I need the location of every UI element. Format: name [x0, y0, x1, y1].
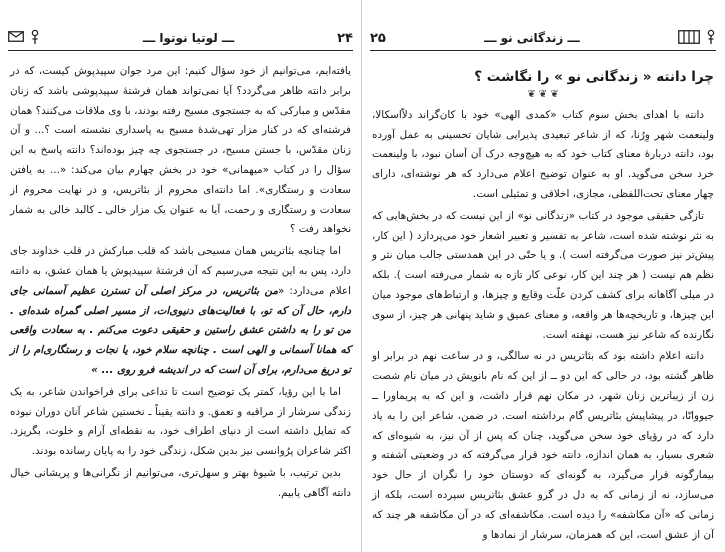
left-header-icons: [8, 29, 40, 48]
quill-ornament-icon: [706, 29, 716, 48]
right-paragraph-3: دانته اعلام داشته بود که بئاتریس در نه سالگی، و در ساعت نهم در برابر او ظاهر گشته بود، در حالی که این دو ــ از این که نام بانویش در میان نام شصت زن از زیباترین زنان شهر، در مکان نهم قرار داشت، و این که به پریماورا ــ جیووانّا، در پیشاپیش بئاتریس گام برداشته است. در ضمن، شاعر این را به یاد دارد که در رؤیای خود سخن می‌گوید، چنان که پس از آن نیز، به شیوه‌ای که شعری بسیار، به همان اندازه، دانته خود قرار می‌گرفته که در وضعیتی آشفته و بیمارگونه قرار می‌گیرد، به گونه‌ای که دوستان خود را نگران از حال خود می‌سازد، نه از زمانی که به دل در گرو عشق بئاتریس سپرده است، بلکه از زمانی که «آن مکاشفه» را دیده است. مکاشفه‌ای که در آن مکاشفه هر چند که آن از عشق است، این که همزمان، سرشار از نمادها و: [372, 350, 714, 541]
left-quote: من بئاتریس، در مرکز اصلی آن تسترن عظیم آسمانی جای دارم، حال آن که تو، با فعالیت‌های دنیوی‌ات، از مسیر اصلی گمراه شده‌ای . من تو را به داشتن عشق راستین و حقیقی دعوت می‌کنم . به سعادت واقعی که همانا آسمانی و الهی است . چنانچه سلام خود، یا نجات و رستگاری‌ام را از تو دریغ می‌دارم، برای آن است که در اندیشه فرو روی ... »: [10, 284, 351, 376]
left-page-header: [8, 26, 353, 51]
chapter-title: چرا دانته « زندگانی نو » را نگاشت ؟: [474, 69, 714, 85]
right-paragraph-2: تازگی حقیقی موجود در کتاب «زندگانی نو» از این نیست که در بخش‌هایی که به نثر نوشته شده است، شاعر به تفسیر و تعبیر اشعار خود می‌پردازد ( این کار، پیش‌تر نیز صورت می‌گرفته است ). و یا حتّی در این همدستی جالب میان نثر و نظم هم نیست ( هر چند این کار، نوعی کار تازه به شمار می‌رفته است ). بلکه در میلی آگاهانه برای کشف کردن علّت وقایع و چیزها، و ارتباط‌های موجود میان این چیزها، و تاریخچه‌ها هر واقعه، و معنای عمیق و شاید پنهانی هر چیز، از سوی نگارنده که شاعر نیز هست، نهفته است.: [372, 209, 714, 341]
left-paragraph-2: [10, 242, 351, 381]
right-header-icons: [678, 29, 716, 48]
left-page-number: ۲۴: [337, 30, 353, 46]
right-page-number: ۲۵: [370, 30, 386, 46]
left-page: [0, 0, 362, 552]
right-page-body: [372, 68, 714, 552]
left-page-body: [10, 62, 351, 552]
right-page-header: [370, 26, 716, 51]
book-stack-icon: [678, 30, 700, 47]
left-paragraph-3: اما با این رؤیا، کمتر یک توضیح است تا تداعی برای فراخواندن شاعر، به یک زندگی سرشار از مراقبه و تعمق. و دانته یقیناً ـ نخستین شاعر آنان دوران نبوده که تمایل داشته است از دنیای اطراف خود، به نقطه‌ای آرام و خلوت، بگریزد. اکثر شاعران پرُوانسی نیز بدین شکل، زندگی خود را به پایان رسانده بودند.: [10, 385, 351, 458]
left-paragraph-4: بدین ترتیب، با شیوهٔ بهتر و سهل‌تری، می‌توانیم از نگرانی‌ها و پریشانی خیال دانته آگاهی یابیم.: [10, 466, 351, 499]
envelope-icon: [8, 31, 24, 45]
quill-ornament-icon: [30, 29, 40, 48]
right-paragraph-1: دانته با اهدای بخش سوم کتاب «کمدی الهی» خود با کان‌گراند دلاّاسکالا، ولینعمت شهر وِرُنا، که از شاعر تبعیدی پذیرایی شایان تحسینی به عمل آورده بود، دانته دربارهٔ معنای کتاب خود که به هیچ‌وجه درک آن آسان نبود، با ولینعمت خرد سخن می‌گوید. او به عنوان توضیح اعلام می‌دارد که هر نوشته‌ای، دارای چهار معنای تحت‌اللفظی، مجازی، اخلاقی و تمثیلی است.: [372, 108, 714, 200]
left-running-title: ـــ لوتیا نوتوا ـــ: [142, 31, 235, 45]
left-paragraph-1: یافته‌ایم، می‌توانیم از خود سؤال کنیم: این مرد جوان سپیدپوش کیست، که در برابر دانته ظاهر می‌گردد؟ آیا نمی‌تواند همان فرشتهٔ سپیدپوشی باشد که زنان مقدّس و مبارکی که به جستجوی مسیح رفته بودند، با وی ملاقات می‌کنند؟ همان فرشته‌ای که در کنار مزار تهی‌شدهٔ مسیح به پاسداری نشسته است ؟... و آن زنان مقدّس، با جستن مسیح، در جستجوی چه چیز بوده‌اند؟ دانته پاسخ به این سؤال را در کتاب «میهمانی» خود در بخش چهارم بیان می‌کند: «... به یافتن سعادت و رستگاری». اما دانته‌ای محروم از بئاتریس، و در نهایت محروم از سعادت و رستگاری و رحمت، آیا به عنوان یک مزار خالی ـ کالبد خالی به شمار نخواهد رفت ؟: [10, 65, 351, 236]
chapter-ornament: ❦ ❦ ❦: [527, 88, 559, 100]
left-paragraph-2-text: اما چنانچه بئاتریس همان مسیحی باشد که قلب مبارکش در قلب خداوند جای دارد، پس به این نتیجه می‌رسیم که آن فرشتهٔ سپیدپوش یا همان عشق، به دانته اعلام می‌دارد: «: [10, 245, 351, 297]
right-running-title: ـــ زندگانی نو ـــ: [484, 31, 580, 45]
right-page: [362, 0, 724, 552]
